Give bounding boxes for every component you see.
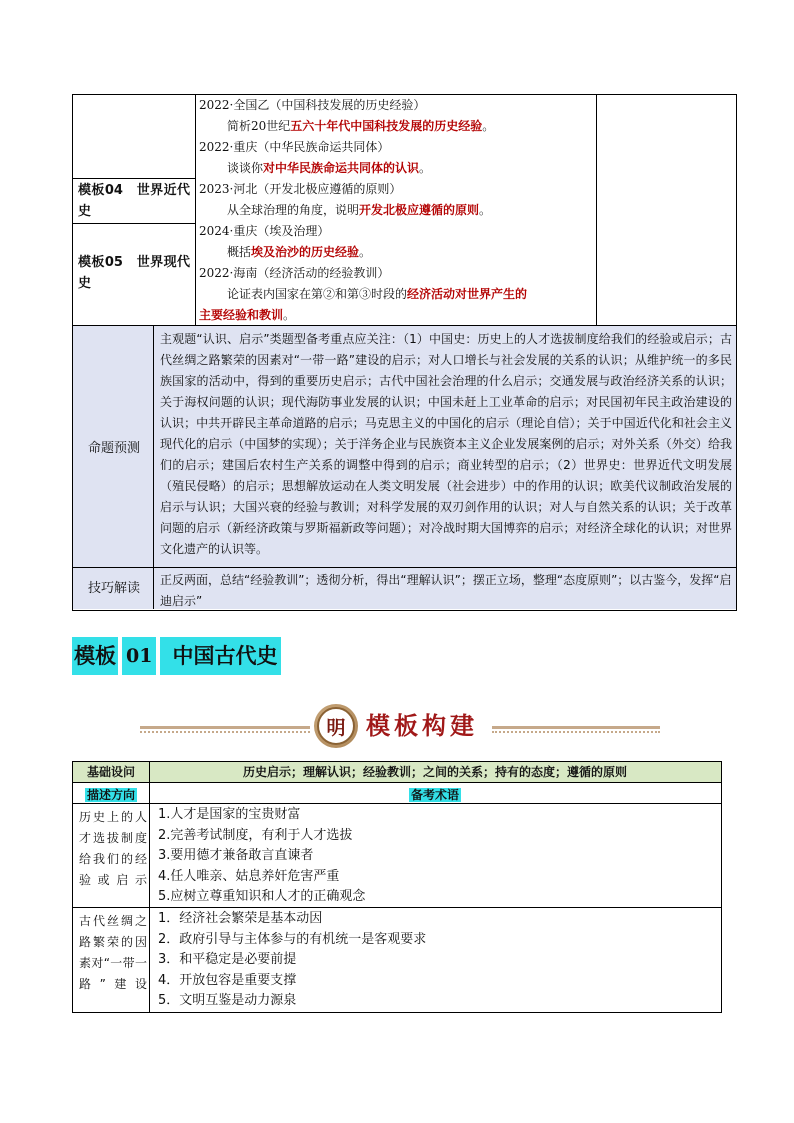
list-item: 1.人才是国家的宝贵财富 [158, 807, 301, 822]
exam-line: 概括埃及治沙的历史经验。 [227, 245, 372, 259]
banner-line-right [492, 726, 660, 729]
terms-silk-road [152, 909, 712, 1012]
list-item: 3．和平稳定是必要前提 [158, 952, 297, 967]
seal-icon [314, 704, 358, 748]
exam-line: 2022·重庆（中华民族命运共同体） [199, 140, 390, 154]
list-item: 1．经济社会繁荣是基本动因 [158, 911, 323, 926]
exam-line: 简析20世纪五六十年代中国科技发展的历史经验。 [227, 119, 495, 133]
list-item: 2.完善考试制度，有利于人才选拔 [158, 827, 353, 843]
exam-line: 2023·河北（开发北极应遵循的原则） [199, 182, 402, 196]
banner-line-left [140, 726, 310, 729]
section-title: 中国古代史 [160, 637, 281, 675]
list-item: 4．开放包容是重要支撑 [158, 972, 297, 988]
exam-line: 谈谈你对中华民族命运共同体的认识。 [227, 161, 432, 175]
list-item: 4.任人唯亲、姑息养奸危害严重 [158, 868, 340, 884]
list-item: 3.要用德才兼备敢言直谏者 [158, 848, 314, 863]
section-heading [72, 637, 281, 675]
banner-line-left-dots [140, 731, 310, 733]
exam-row-3 [199, 221, 594, 326]
exam-line: 2024·重庆（埃及治理） [199, 224, 330, 238]
direction-silk-road: 古代丝绸之路繁荣的因素对“一带一路”建设 [79, 914, 147, 991]
prediction-text: 主观题“认识、启示”类题型备考重点应关注：（1）中国史：历史上的人才选拔制度给我们的经验或启示；古代丝绸之路繁荣的因素对“一带一路”建设的启示；对人口增长与社会发展的关系的认识；从维护统一的多民族国家的活动中，得到的重要历史启示；古代中国社会治理的什么启示；交通发展与政治经济关系的认识；关于海权问题的认识；现代海防事业发展的认识；中国未赶上工业革命的启示；对民国初年民主政治建设的认识；中共开辟民主革命道路的启示；马克思主义的中国化的启示（理论自信）；关于中国近代化和社会主义现代化的启示（中国梦的实现）；关于洋务企业与民族资本主义企业发展案例的启示；对外关系（外交）给我们的启示；建国后农村生产关系的调整中得到的启示；商业转型的启示；（2）世界史：世界近代文明发展（殖民侵略）的启示；思想解放运动在人类文明发展（社会进步）中的作用的认识；欧美代议制政治发展的启示与认识；大国兴衰的经验与教训；对科学发展的双刃剑作用的认识；对人与自然关系的认识；关于改革问题的启示（新经济政策与罗斯福新政等问题）；对冷战时期大国博弈的启示；对经济全球化的认识；对世界文化遗产的认识等。 [160, 332, 732, 556]
exam-line: 2022·全国乙（中国科技发展的历史经验） [199, 98, 426, 112]
template-05-label: 模板05 世界现代史 [78, 255, 190, 291]
exam-line: 从全球治理的角度，说明开发北极应遵循的原则。 [227, 203, 492, 217]
seal-char: 明 [326, 716, 346, 739]
exam-line: 主要经验和教训。 [199, 308, 296, 322]
terms-talent-selection [152, 805, 712, 908]
template-banner [140, 700, 660, 750]
template-table [72, 761, 722, 1013]
direction-talent-selection: 历史上的人才选拔制度给我们的经验或启示 [79, 810, 147, 887]
prediction-label: 命题预测 [87, 441, 140, 456]
header-text: 历史启示；理解认识；经验教训；之间的关系；持有的态度；遵循的原则 [242, 765, 627, 779]
section-number: 01 [122, 637, 156, 675]
banner-title: 模板构建 [366, 711, 478, 740]
exam-line: 论证表内国家在第②和第③时段的经济活动对世界产生的 [227, 287, 528, 301]
technique-text: 正反两面，总结“经验教训”；透彻分析，得出“理解认识”；摆正立场，整理“态度原则”；以古鉴今，发挥“启迪启示” [160, 573, 732, 608]
technique-label: 技巧解读 [87, 581, 140, 596]
exam-row-2 [199, 179, 594, 221]
template-04-label: 模板04 世界近代史 [78, 183, 190, 219]
section-tag: 模板 [72, 637, 118, 675]
header-label: 基础设问 [86, 765, 135, 779]
subheader-terms: 备考术语 [410, 788, 459, 802]
banner-line-right-dots [492, 731, 660, 733]
list-item: 5.应树立尊重知识和人才的正确观念 [158, 889, 366, 904]
exam-row-1 [199, 95, 594, 179]
exam-line: 2022·海南（经济活动的经验教训） [199, 266, 390, 280]
list-item: 5．文明互鉴是动力源泉 [158, 993, 297, 1008]
subheader-direction: 描述方向 [86, 788, 135, 802]
top-table-layout [72, 94, 737, 611]
list-item: 2．政府引导与主体参与的有机统一是客观要求 [158, 931, 427, 947]
